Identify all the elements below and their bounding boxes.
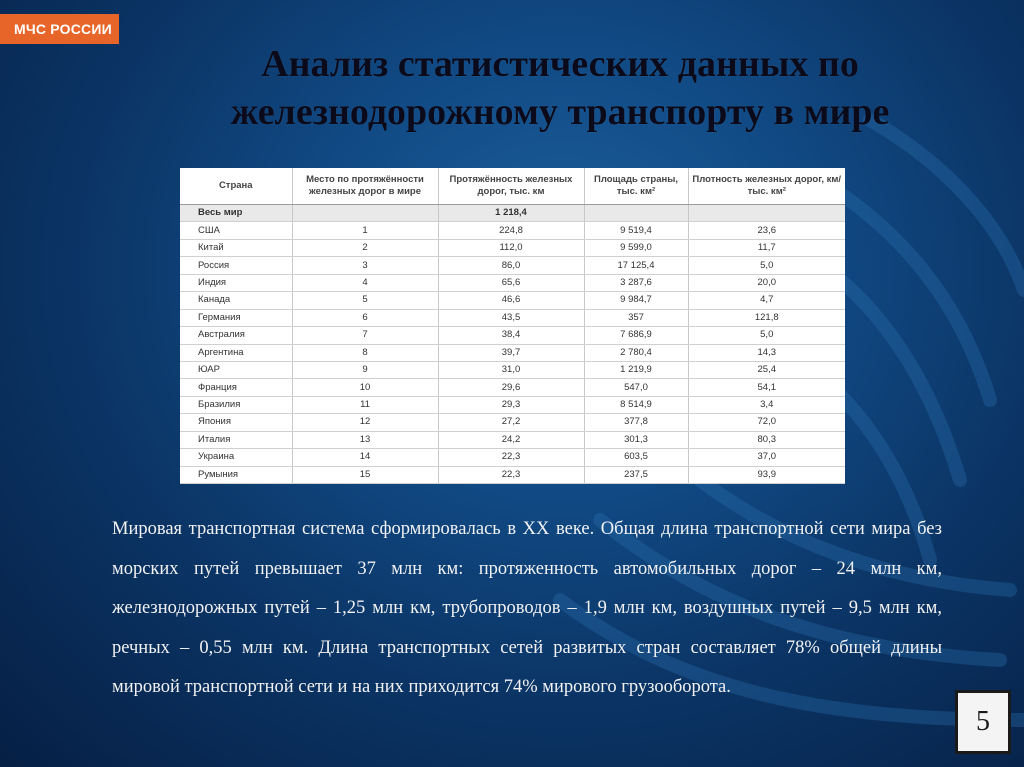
cell-rank: 14 — [292, 449, 438, 466]
table-row — [180, 379, 845, 396]
body-paragraph: Мировая транспортная система сформировалась в XX веке. Общая длина транспортной сети мира без морских путей превышает 37 млн км: протяженность автомобильных дорог – 24 млн км, железнодорожных путей – 1,25 млн км, трубопроводов – 1,9 млн км, воздушных путей – 9,5 млн км, речных – 0,55 млн км. Длина транспортных сетей развитых стран составляет 78% общей длины мировой транспортной сети и на них приходится 74% мирового грузооборота. — [112, 519, 942, 697]
cell-length: 65,6 — [438, 274, 584, 291]
table-row — [180, 361, 845, 378]
cell-length: 46,6 — [438, 292, 584, 309]
table-row — [180, 414, 845, 431]
cell-length: 39,7 — [438, 344, 584, 361]
cell-density: 20,0 — [688, 274, 845, 291]
cell-country: Австралия — [180, 327, 292, 344]
table-row — [180, 239, 845, 256]
cell-length: 22,3 — [438, 449, 584, 466]
table-row — [180, 344, 845, 361]
table-row — [180, 396, 845, 413]
cell-density — [688, 205, 845, 222]
cell-rank: 11 — [292, 396, 438, 413]
cell-country: Франция — [180, 379, 292, 396]
cell-rank: 3 — [292, 257, 438, 274]
cell-country: Канада — [180, 292, 292, 309]
cell-length: 31,0 — [438, 361, 584, 378]
cell-rank: 9 — [292, 361, 438, 378]
cell-density: 5,0 — [688, 257, 845, 274]
cell-density: 5,0 — [688, 327, 845, 344]
cell-rank: 12 — [292, 414, 438, 431]
cell-area: 1 219,9 — [584, 361, 688, 378]
cell-length: 112,0 — [438, 239, 584, 256]
cell-rank: 2 — [292, 239, 438, 256]
cell-length: 1 218,4 — [438, 205, 584, 222]
column-header-density: Плотность железных дорог, км/тыс. км² — [688, 168, 845, 205]
cell-length: 29,3 — [438, 396, 584, 413]
cell-area: 9 519,4 — [584, 222, 688, 239]
table-row — [180, 309, 845, 326]
table-row — [180, 222, 845, 239]
page-number: 5 — [976, 706, 990, 737]
page-number-box — [955, 690, 1011, 754]
title-line-1: Анализ статистических данных по — [261, 43, 859, 85]
cell-length: 43,5 — [438, 309, 584, 326]
cell-country: Бразилия — [180, 396, 292, 413]
cell-length: 22,3 — [438, 466, 584, 483]
cell-density: 25,4 — [688, 361, 845, 378]
cell-area: 8 514,9 — [584, 396, 688, 413]
column-header-length: Протяжённость железных дорог, тыс. км — [438, 168, 584, 205]
cell-country: Италия — [180, 431, 292, 448]
cell-length: 27,2 — [438, 414, 584, 431]
cell-length: 86,0 — [438, 257, 584, 274]
cell-density: 72,0 — [688, 414, 845, 431]
cell-density: 80,3 — [688, 431, 845, 448]
cell-length: 24,2 — [438, 431, 584, 448]
cell-rank: 15 — [292, 466, 438, 483]
cell-country: Румыния — [180, 466, 292, 483]
column-header-area: Площадь страны, тыс. км² — [584, 168, 688, 205]
cell-area: 603,5 — [584, 449, 688, 466]
table-row — [180, 292, 845, 309]
cell-country: Украина — [180, 449, 292, 466]
cell-country: Германия — [180, 309, 292, 326]
title-line-2: железнодорожному транспорту в мире — [230, 91, 890, 133]
table-row — [180, 431, 845, 448]
cell-density: 3,4 — [688, 396, 845, 413]
table-row — [180, 449, 845, 466]
cell-rank — [292, 205, 438, 222]
cell-density: 37,0 — [688, 449, 845, 466]
cell-length: 38,4 — [438, 327, 584, 344]
cell-area: 377,8 — [584, 414, 688, 431]
cell-area: 9 984,7 — [584, 292, 688, 309]
table-row — [180, 274, 845, 291]
cell-rank: 7 — [292, 327, 438, 344]
cell-country: Весь мир — [180, 205, 292, 222]
cell-country: Россия — [180, 257, 292, 274]
cell-density: 93,9 — [688, 466, 845, 483]
cell-country: Индия — [180, 274, 292, 291]
cell-density: 11,7 — [688, 239, 845, 256]
cell-density: 23,6 — [688, 222, 845, 239]
table-row-world — [180, 205, 845, 222]
column-header-rank: Место по протяжённости железных дорог в мире — [292, 168, 438, 205]
column-header-country: Страна — [180, 168, 292, 205]
table-row — [180, 466, 845, 483]
cell-country: США — [180, 222, 292, 239]
railway-statistics-table — [180, 168, 845, 484]
cell-length: 224,8 — [438, 222, 584, 239]
cell-rank: 8 — [292, 344, 438, 361]
table-row — [180, 257, 845, 274]
cell-rank: 5 — [292, 292, 438, 309]
cell-area: 547,0 — [584, 379, 688, 396]
cell-country: Япония — [180, 414, 292, 431]
cell-area: 357 — [584, 309, 688, 326]
mchs-logo-badge: МЧС РОССИИ — [0, 14, 119, 44]
cell-area: 7 686,9 — [584, 327, 688, 344]
cell-length: 29,6 — [438, 379, 584, 396]
cell-rank: 10 — [292, 379, 438, 396]
cell-area: 2 780,4 — [584, 344, 688, 361]
cell-rank: 1 — [292, 222, 438, 239]
cell-rank: 4 — [292, 274, 438, 291]
cell-area: 9 599,0 — [584, 239, 688, 256]
cell-density: 4,7 — [688, 292, 845, 309]
page-title — [110, 40, 1010, 136]
cell-country: ЮАР — [180, 361, 292, 378]
cell-density: 121,8 — [688, 309, 845, 326]
cell-density: 14,3 — [688, 344, 845, 361]
cell-rank: 6 — [292, 309, 438, 326]
cell-country: Китай — [180, 239, 292, 256]
cell-area: 301,3 — [584, 431, 688, 448]
cell-area: 237,5 — [584, 466, 688, 483]
cell-area: 3 287,6 — [584, 274, 688, 291]
cell-country: Аргентина — [180, 344, 292, 361]
table-row — [180, 327, 845, 344]
cell-rank: 13 — [292, 431, 438, 448]
cell-area — [584, 205, 688, 222]
cell-density: 54,1 — [688, 379, 845, 396]
table-header-row — [180, 168, 845, 205]
cell-area: 17 125,4 — [584, 257, 688, 274]
